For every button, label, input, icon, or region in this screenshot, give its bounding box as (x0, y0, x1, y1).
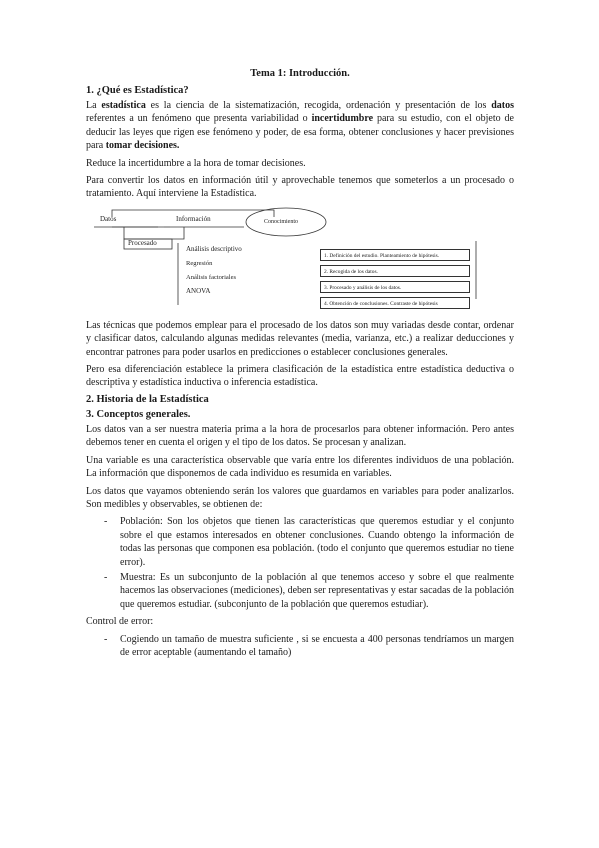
label-informacion: Información (176, 214, 211, 223)
paragraph-uncertainty: Reduce la incertidumbre a la hora de tomar decisiones. (86, 157, 306, 169)
step-box: 4. Obtención de conclusiones. Contraste de hipótesis (320, 297, 470, 309)
paragraph-error-control: Control de error: (86, 616, 154, 628)
step-box: 3. Procesado y análisis de los datos. (320, 281, 470, 293)
paragraph-data: Los datos van a ser nuestra materia prima a la hora de procesarlos para obtener información. Pero antes debemos tener en cuenta el origen y el tipo de los datos. Se procesan y analizan. (86, 423, 514, 449)
paragraph-techniques: Las técnicas que podemos emplear para el procesado de los datos son muy variadas desde contar, ordenar y clasificar datos, calculando algunas medidas relevantes (media, varianza, etc.) a realizar deducciones y encontrar patrones para poder usarlos en predicciones o establecer conclusiones generales. (86, 319, 514, 358)
statistics-diagram (86, 205, 514, 313)
concepts-list (86, 515, 514, 611)
section-heading-1: 1. ¿Qué es Estadística? (86, 85, 189, 96)
document-page (86, 68, 514, 663)
step-box: 2. Recogida de los datos. (320, 265, 470, 277)
section-heading-2: 2. Historia de la Estadística (86, 393, 209, 405)
step-box: 1. Definición del estudio. Planteamiento de hipótesis. (320, 249, 470, 261)
list-item: Regresión (186, 259, 213, 267)
list-item: - Población: Son los objetos que tienen las características que queremos estudiar y el conjunto sobre el que estamos interesados en obtener conclusiones. Cuando obtengo la información de todas las personas que componen esa población. (todo el conjunto que queremos estudiar no tiene error). (104, 516, 514, 568)
list-item: - Cogiendo un tamaño de muestra suficiente , si se encuesta a 400 personas tendríamos un margen de error aceptable (aumentando el tamaño) (104, 633, 514, 658)
paragraph-values: Los datos que vayamos obteniendo serán los valores que guardamos en variables para poder analizarlos. Son medibles y observables, se obtienen de: (86, 485, 514, 510)
list-item: - Muestra: Es un subconjunto de la población al que tenemos acceso y sobre el que realmente hacemos las observaciones (mediciones), deben ser representativas y estar sacadas de la población que queremos estudiar. (subconjunto de la población que queremos estudiar). (104, 571, 514, 610)
paragraph-classification: Pero esa diferenciación establece la primera clasificación de la estadística entre estadística deductiva o descriptiva y estadística inductiva o inferencia estadística. (86, 364, 514, 389)
label-procesado: Procesado (128, 238, 157, 247)
label-conocimiento: Conocimiento (264, 218, 298, 225)
error-list (86, 633, 514, 660)
paragraph-variable: Una variable es una característica observable que varía entre los diferentes individuos de una población. La información que disponemos de cada individuo es resumida en variables. (86, 454, 514, 480)
label-datos: Datos (100, 214, 117, 223)
page-title: Tema 1: Introducción. (250, 68, 350, 79)
list-item: Análisis descriptivo (186, 244, 242, 253)
paragraph-definition: La estadística es la ciencia de la sistematización, recogida, ordenación y presentación de los datos referentes a un fenómeno que presenta variabilidad o incertidumbre para su estudio, con el objeto de deducir las leyes que rigen ese fenómeno y poder, de esa forma, obtener conclusiones y hacer previsiones para tomar decisiones. (86, 100, 514, 152)
paragraph-processing: Para convertir los datos en información útil y aprovechable tenemos que someterlos a un procesado o tratamiento. Aquí interviene la Estadística. (86, 175, 514, 200)
list-item: Análisis factoriales (186, 273, 236, 281)
list-item: ANOVA (186, 286, 211, 295)
section-heading-3: 3. Conceptos generales. (86, 408, 191, 420)
